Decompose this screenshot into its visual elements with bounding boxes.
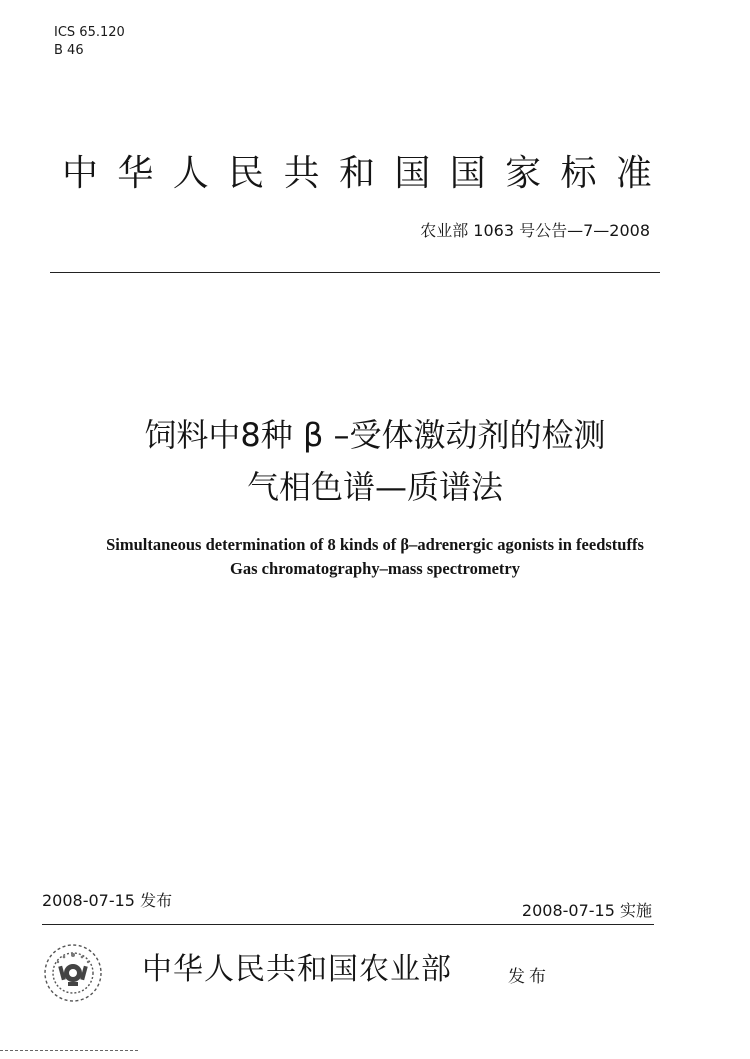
- standard-type-title: [62, 152, 652, 196]
- title-char: 华: [117, 153, 154, 194]
- english-document-title: [0, 533, 750, 581]
- footer-divider: [42, 924, 654, 925]
- ics-code: ICS 65.120: [54, 25, 125, 40]
- national-emblem-seal-icon: [42, 942, 104, 1004]
- title-char: 标: [560, 153, 597, 194]
- implementation-date: 2008-07-15 实施: [521, 901, 652, 920]
- chinese-title-line-2: 气相色谱—质谱法: [246, 468, 503, 506]
- issuing-authority: 中华人民共和国农业部: [142, 952, 452, 987]
- issuing-authority-suffix: 发布: [508, 967, 550, 987]
- header-divider: [50, 272, 660, 273]
- english-title-line-1: Simultaneous determination of 8 kinds of β–adrenergic agonists in feedstuffs: [106, 535, 644, 554]
- chinese-title-line-1: 饲料中8种 β –受体激动剂的检测: [144, 416, 606, 454]
- issue-date: 2008-07-15 发布: [42, 891, 173, 910]
- title-char: 家: [505, 153, 542, 194]
- title-char: 民: [228, 153, 265, 194]
- ccs-code: B 46: [54, 43, 84, 58]
- title-char: 人: [172, 153, 209, 194]
- classification-codes: [54, 24, 125, 60]
- title-char: 中: [62, 153, 99, 194]
- title-char: 准: [615, 153, 652, 194]
- title-char: 国: [394, 153, 431, 194]
- title-char: 国: [449, 153, 486, 194]
- chinese-document-title: [0, 412, 750, 510]
- scan-edge-line: [0, 1050, 138, 1051]
- title-char: 和: [338, 153, 375, 194]
- title-char: 共: [283, 153, 320, 194]
- english-title-line-2: Gas chromatography–mass spectrometry: [230, 559, 520, 578]
- standard-number: 农业部 1063 号公告—7—2008: [420, 221, 650, 240]
